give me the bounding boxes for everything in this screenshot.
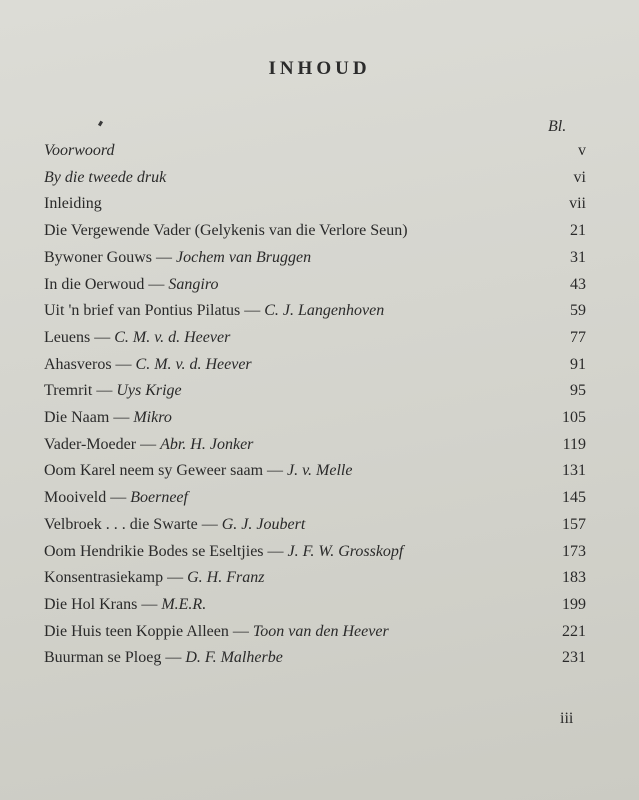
toc-entry-page: 145 bbox=[562, 489, 586, 507]
toc-entry-text bbox=[44, 302, 384, 320]
toc-entry-author: C. J. Langenhoven bbox=[264, 302, 385, 320]
toc-entry-text bbox=[44, 569, 264, 587]
toc-entry-text bbox=[44, 409, 172, 427]
toc-entry-text bbox=[44, 462, 352, 480]
toc-entry-page: 43 bbox=[570, 275, 586, 293]
toc-entry-author: Boerneef bbox=[130, 489, 188, 507]
toc-entry-title: Bywoner Gouws bbox=[44, 248, 152, 266]
toc-entry bbox=[44, 195, 586, 219]
toc-entry-separator: — bbox=[109, 409, 134, 426]
toc-entry-title: Oom Hendrikie Bodes se Eseltjies bbox=[44, 542, 264, 560]
toc-entry-page: v bbox=[578, 142, 586, 159]
toc-entry-title: Uit 'n brief van Pontius Pilatus bbox=[44, 302, 241, 320]
toc-entry-author: Toon van den Heever bbox=[252, 622, 389, 640]
toc-entry bbox=[44, 302, 586, 326]
toc-entry-author: C. M. v. d. Heever bbox=[114, 328, 231, 346]
toc-entry-text bbox=[44, 276, 219, 294]
toc-entry bbox=[44, 169, 586, 193]
toc-entry-page: 157 bbox=[562, 515, 586, 533]
toc-entry-separator: — bbox=[137, 595, 162, 613]
toc-entry-separator: — bbox=[144, 275, 169, 293]
toc-entry-title: Velbroek . . . die Swarte bbox=[44, 515, 198, 533]
toc-entry bbox=[44, 623, 586, 647]
toc-entry-author: J. v. Melle bbox=[287, 462, 353, 480]
toc-entry-author: G. H. Franz bbox=[187, 569, 265, 587]
toc-entry-page: 173 bbox=[562, 542, 586, 560]
toc-entry bbox=[44, 356, 586, 380]
toc-entry-author: Abr. H. Jonker bbox=[160, 435, 254, 453]
toc-entry-text bbox=[44, 142, 115, 160]
toc-entry-page: 91 bbox=[570, 355, 586, 373]
toc-entry-author: Jochem van Bruggen bbox=[176, 248, 312, 266]
toc-entry-separator: — bbox=[263, 542, 288, 560]
toc-entry-text bbox=[44, 382, 182, 400]
toc-entry-separator: — bbox=[163, 569, 188, 587]
toc-entry bbox=[44, 569, 586, 593]
toc-entry-title: Voorwoord bbox=[44, 142, 115, 159]
toc-entry bbox=[44, 329, 586, 353]
toc-entry-author: M.E.R. bbox=[161, 595, 207, 613]
toc-entry bbox=[44, 516, 586, 540]
toc-entry-title: Oom Karel neem sy Geweer saam bbox=[44, 462, 264, 480]
toc-entry-separator: — bbox=[161, 649, 186, 667]
toc-entry-page: vii bbox=[569, 195, 586, 213]
toc-entry-separator: — bbox=[263, 462, 288, 480]
page-number-footer: iii bbox=[560, 710, 574, 727]
toc-entry-page: 119 bbox=[562, 435, 586, 453]
toc-entry-page: vi bbox=[573, 168, 586, 186]
toc-entry-title: Die Naam bbox=[44, 409, 110, 426]
toc-entry-title: Die Vergewende Vader (Gelykenis van die Verlore Seun) bbox=[44, 222, 408, 240]
toc-entry-page: 95 bbox=[570, 382, 586, 400]
toc-entry-author: G. J. Joubert bbox=[221, 515, 306, 533]
toc-entry-page: 221 bbox=[562, 622, 586, 640]
toc-entry-page: 21 bbox=[570, 222, 586, 240]
page-column-header: Bl. bbox=[548, 118, 567, 135]
toc-entry-text bbox=[44, 249, 311, 267]
toc-entry-separator: — bbox=[136, 435, 161, 453]
toc-entry-author: Sangiro bbox=[168, 275, 219, 293]
toc-entry bbox=[44, 596, 586, 620]
toc-entry-title: Tremrit bbox=[44, 382, 93, 400]
toc-entry-title: In die Oerwoud bbox=[44, 275, 145, 293]
toc-entry bbox=[44, 543, 586, 567]
toc-entry-title: Vader-Moeder bbox=[44, 435, 137, 453]
toc-entry-author: C. M. v. d. Heever bbox=[135, 355, 252, 373]
toc-entry bbox=[44, 222, 586, 246]
toc-entry bbox=[44, 462, 586, 486]
toc-entry-title: Buurman se Ploeg bbox=[44, 649, 162, 667]
toc-entry-title: Konsentrasiekamp bbox=[44, 569, 164, 587]
toc-entry-text bbox=[44, 169, 166, 187]
toc-entry-text bbox=[44, 623, 389, 641]
toc-entry-page: 77 bbox=[570, 328, 586, 346]
toc-entry bbox=[44, 489, 586, 513]
toc-entry-text bbox=[44, 596, 206, 614]
toc-entry-title: By die tweede druk bbox=[44, 168, 167, 186]
toc-entry-page: 199 bbox=[562, 595, 586, 613]
toc-entry-separator: — bbox=[92, 382, 117, 400]
toc-entry bbox=[44, 276, 586, 300]
toc-entry-separator: — bbox=[90, 328, 115, 346]
toc-entry-text bbox=[44, 516, 305, 534]
toc-entry-text bbox=[44, 489, 188, 507]
toc-entry-author: Uys Krige bbox=[116, 382, 182, 400]
toc-entry-title: Inleiding bbox=[44, 195, 102, 213]
toc-entry-page: 31 bbox=[570, 248, 586, 266]
toc-entry-text bbox=[44, 195, 102, 213]
toc-entry-page: 105 bbox=[562, 409, 586, 426]
toc-entry-text bbox=[44, 436, 253, 454]
toc-entry-page: 59 bbox=[570, 302, 586, 320]
toc-entry-page: 231 bbox=[562, 649, 586, 667]
toc-entry-separator: — bbox=[111, 355, 136, 373]
toc-entry-page: 131 bbox=[562, 462, 586, 480]
toc-entry bbox=[44, 436, 586, 460]
page-title: INHOUD bbox=[268, 58, 371, 79]
toc-entry-title: Die Huis teen Koppie Alleen bbox=[44, 622, 229, 640]
toc-entry-text bbox=[44, 543, 403, 561]
toc-entry bbox=[44, 409, 586, 433]
toc-entry-text bbox=[44, 649, 283, 667]
toc-entry bbox=[44, 382, 586, 406]
toc-entry-author: D. F. Malherbe bbox=[185, 649, 283, 667]
toc-entry bbox=[44, 649, 586, 673]
toc-entry bbox=[44, 249, 586, 273]
toc-entry bbox=[44, 142, 586, 166]
toc-entry-separator: — bbox=[228, 622, 253, 640]
toc-entry-title: Die Hol Krans bbox=[44, 595, 138, 613]
toc-entry-separator: — bbox=[106, 489, 131, 507]
toc-entry-text bbox=[44, 329, 230, 347]
toc-entry-title: Mooiveld bbox=[44, 489, 107, 507]
toc-entry-separator: — bbox=[197, 515, 222, 533]
toc-entry-separator: — bbox=[240, 302, 265, 320]
toc-entry-title: Ahasveros bbox=[44, 355, 112, 373]
toc-entry-page: 183 bbox=[562, 569, 586, 587]
toc-entry-author: J. F. W. Grosskopf bbox=[287, 542, 404, 560]
toc-entry-title: Leuens bbox=[44, 328, 91, 346]
toc-entry-text bbox=[44, 222, 408, 240]
toc-entry-text bbox=[44, 356, 252, 374]
toc-entry-separator: — bbox=[152, 248, 176, 266]
toc-entry-author: Mikro bbox=[133, 409, 172, 426]
